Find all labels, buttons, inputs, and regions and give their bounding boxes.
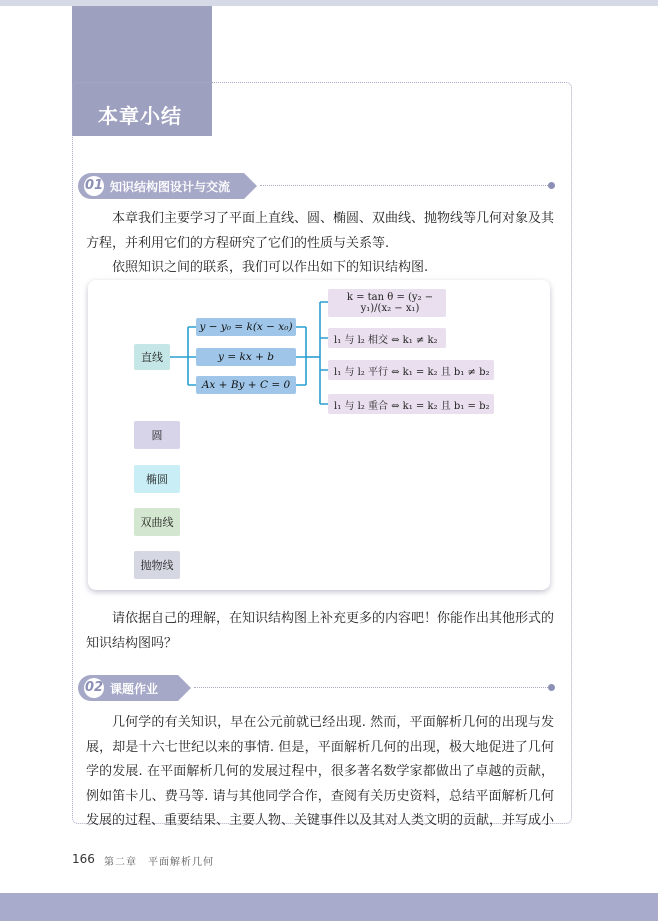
map-root-line: 直线 [134, 344, 170, 370]
equation-outlets [296, 327, 306, 385]
section-1-number: 01 [84, 176, 104, 196]
section-2-body [86, 711, 554, 834]
section-1-para-3: 请依据自己的理解，在知识结构图上补充更多的内容吧！你能作出其他形式的知识结构图吗？ [86, 611, 555, 651]
section-2-title: 课题作业 [110, 681, 159, 696]
chapter-title: 本章小结 [98, 104, 182, 128]
bottom-band [0, 893, 658, 921]
section-2-number: 02 [84, 678, 104, 698]
page-number: 166 [72, 852, 95, 866]
chapter-label: 第二章 平面解析几何 [104, 857, 214, 868]
map-ellipse: 椭圆 [134, 465, 180, 493]
map-parabola: 抛物线 [134, 551, 180, 579]
section-2-dot [548, 684, 555, 691]
map-rel-parallel: l₁ 与 l₂ 平行 ⇔ k₁ = k₂ 且 b₁ ≠ b₂ [328, 360, 494, 380]
map-eq-slope-intercept: y = kx + b [196, 348, 296, 366]
section-2-rule [194, 687, 548, 688]
relation-branches [320, 302, 328, 404]
knowledge-map [88, 280, 550, 590]
section-1-pill [78, 173, 244, 199]
map-circle: 圆 [134, 421, 180, 449]
section-1-intro [86, 207, 554, 281]
section-1-para-2: 依照知识之间的联系，我们可以作出如下的知识结构图. [112, 260, 429, 275]
section-1-dot [548, 182, 555, 189]
map-eq-general: Ax + By + C = 0 [196, 376, 296, 394]
section-2-para-1: 几何学的有关知识，早在公元前就已经出现. 然而，平面解析几何的出现与发展，却是十六七世纪以来的事情. 但是，平面解析几何的出现，极大地促进了几何学的发展. 在平面解析几何的发展过程中，很多著名数学家都做出了卓越的贡献，例如笛卡儿、费马等. 请与其他同学合作，查阅有关历史资料，总结平面解析几何发展的过程、重要结果、主要人物、关键事件以及其对人类文明的贡献，并写成小 [86, 715, 555, 828]
map-rel-coincide: l₁ 与 l₂ 重合 ⇔ k₁ = k₂ 且 b₁ = b₂ [328, 394, 494, 414]
section-1-rule [260, 185, 548, 186]
section-2-pill [78, 675, 178, 701]
map-rel-intersect: l₁ 与 l₂ 相交 ⇔ k₁ ≠ k₂ [328, 328, 446, 348]
section-1-para-1: 本章我们主要学习了平面上直线、圆、椭圆、双曲线、抛物线等几何对象及其方程，并利用它们的方程研究了它们的性质与关系等. [86, 211, 555, 251]
equation-branches [188, 327, 196, 385]
map-eq-point-slope: y − y₀ = k(x − x₀) [196, 318, 296, 336]
section-1-title: 知识结构图设计与交流 [110, 179, 231, 194]
map-hyperbola: 双曲线 [134, 508, 180, 536]
map-rel-slope: k = tan θ = (y₂ − y₁)/(x₂ − x₁) [328, 289, 446, 317]
section-1-closing [86, 607, 554, 656]
